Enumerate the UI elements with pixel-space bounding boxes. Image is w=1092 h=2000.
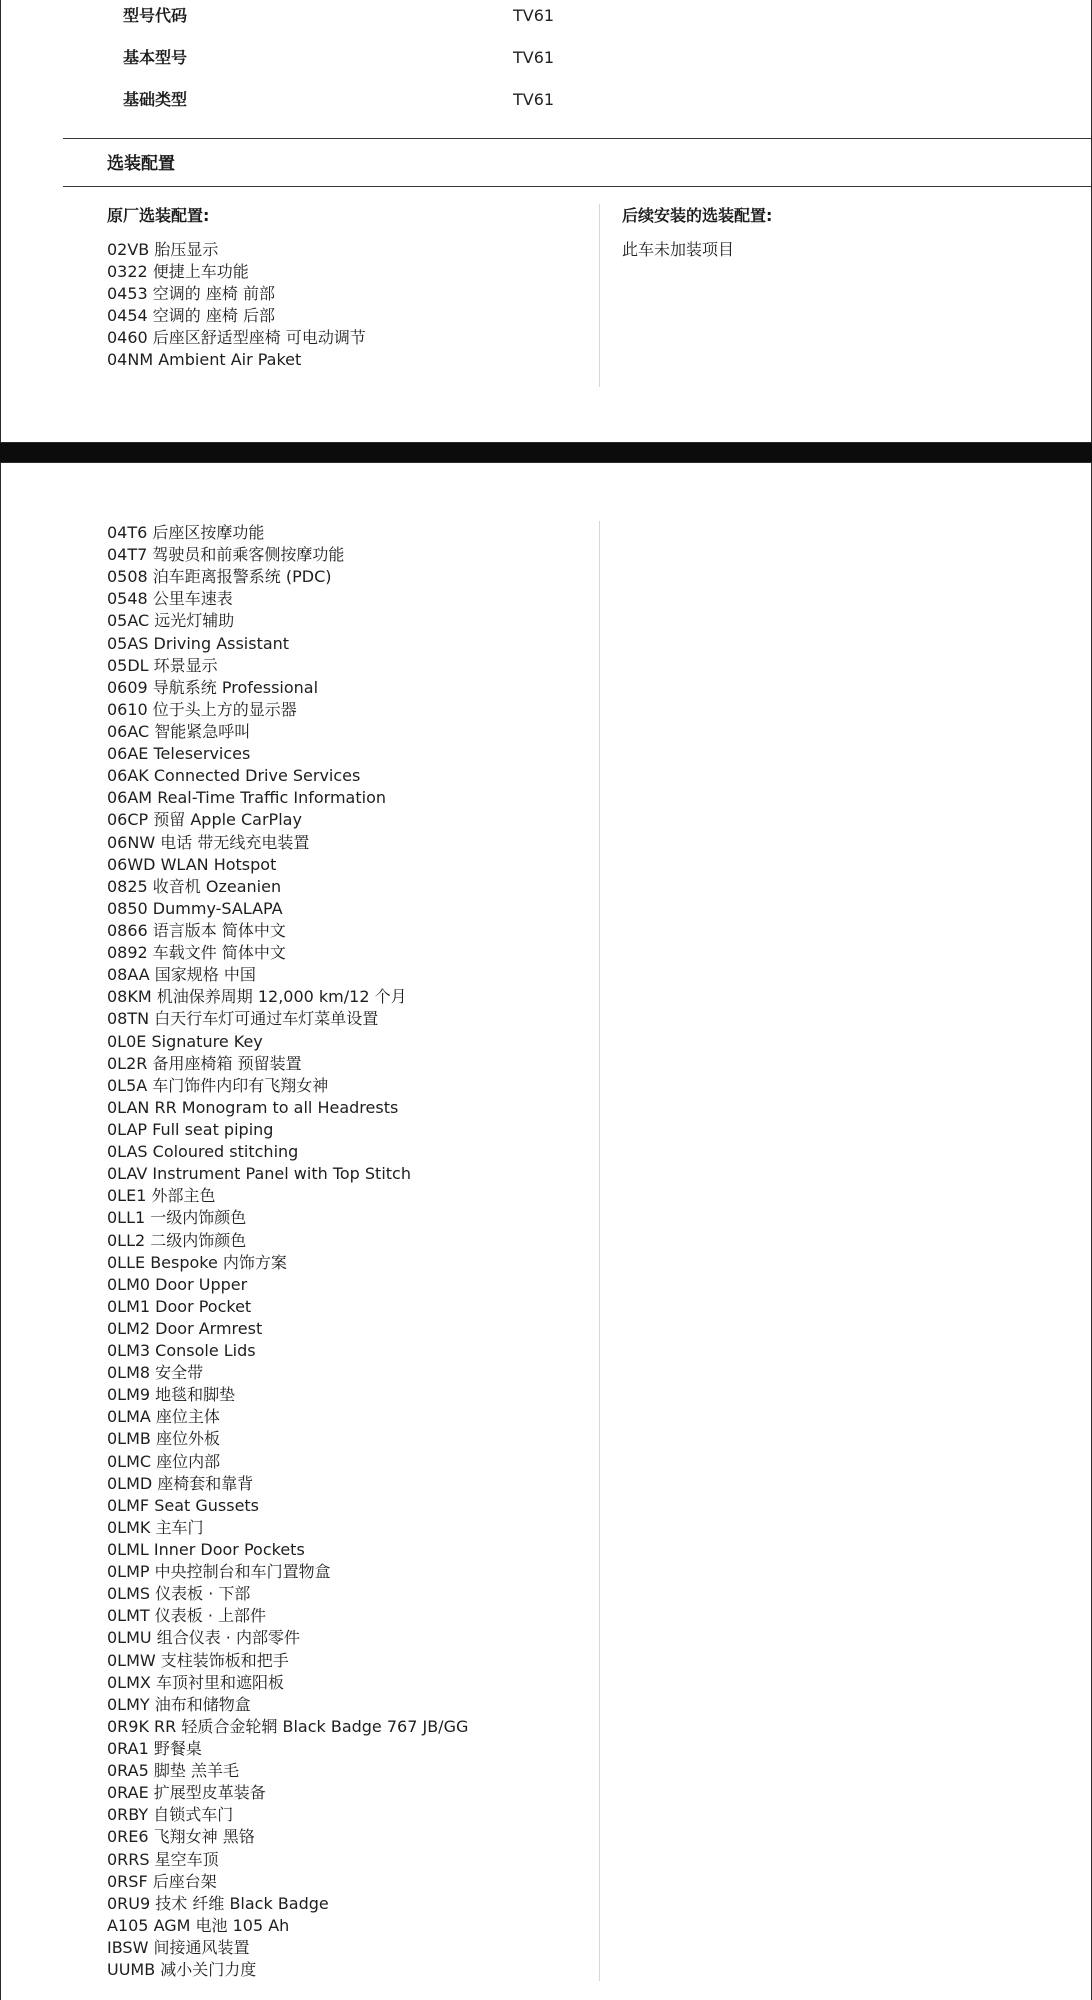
option-item: 0548 公里车速表 [107,589,233,609]
option-item: 0LM0 Door Upper [107,1274,248,1294]
option-item: 0LL2 二级内饰颜色 [107,1230,247,1250]
option-item: 0610 位于头上方的显示器 [107,699,297,719]
option-item: 0LMK 主车门 [107,1517,204,1537]
option-item: IBSW 间接通风装置 [107,1938,250,1957]
spec-label: 基本型号 [123,48,188,67]
option-item: 0R9K RR 轻质合金轮辋 Black Badge 767 JB/GG [107,1716,469,1736]
option-item: 04T7 驾驶员和前乘客侧按摩功能 [107,545,345,565]
option-item: 0LAV Instrument Panel with Top Stitch [107,1164,411,1184]
option-item: 0LM1 Door Pocket [107,1296,252,1316]
option-item: 0LMA 座位主体 [107,1407,220,1427]
option-item: 0RRS 星空车顶 [107,1849,219,1869]
option-item: 05DL 环景显示 [107,655,218,675]
option-item: 06AM Real-Time Traffic Information [107,788,387,808]
option-item: 06NW 电话 带无线充电装置 [107,832,310,852]
spec-value: TV61 [513,6,555,25]
option-item: 0LMW 支柱装饰板和把手 [107,1650,289,1670]
option-item: 0LM9 地毯和脚垫 [107,1385,236,1405]
option-item: 0850 Dummy-SALAPA [107,898,283,918]
option-item: UUMB 减小关门力度 [107,1960,257,1980]
option-item: 0866 语言版本 简体中文 [107,920,286,940]
spec-label: 型号代码 [123,6,188,25]
option-item: 0LMX 车顶衬里和遮阳板 [107,1672,284,1692]
option-item: 0LLE Bespoke 内饰方案 [107,1252,287,1272]
option-item: 0LE1 外部主色 [107,1186,216,1206]
option-item: 0LL1 一级内饰颜色 [107,1208,247,1228]
option-item: 0LMY 油布和储物盒 [107,1694,251,1714]
option-item: 06WD WLAN Hotspot [107,854,277,874]
option-item: 0LAP Full seat piping [107,1119,274,1139]
option-item: 0892 车载文件 简体中文 [107,943,286,963]
option-item: 0LAS Coloured stitching [107,1142,299,1162]
column-divider [599,204,600,387]
spec-value: TV61 [513,90,555,109]
option-item: 0LMF Seat Gussets [107,1495,260,1515]
option-item: 0453 空调的 座椅 前部 [107,284,275,304]
option-item: 08TN 白天行车灯可通过车灯菜单设置 [107,1009,379,1029]
option-item: 0LM2 Door Armrest [107,1318,263,1338]
option-item: A105 AGM 电池 105 Ah [107,1915,290,1935]
page-separator [0,443,1092,462]
option-item: 06AK Connected Drive Services [107,766,361,786]
option-item: 05AS Driving Assistant [107,633,290,653]
factory-options-list [107,239,366,372]
spec-row [123,3,1023,29]
option-item: 06AC 智能紧急呼叫 [107,721,251,741]
section-bottom-rule [63,186,1091,187]
column-divider [599,521,600,1981]
option-item: 06CP 预留 Apple CarPlay [107,810,302,830]
option-item: 0LMU 组合仪表 · 内部零件 [107,1628,300,1648]
option-item: 0825 收音机 Ozeanien [107,876,282,896]
aftermarket-options-heading: 后续安装的选装配置: [622,206,773,225]
spec-row [123,87,1023,113]
option-item: 0LML Inner Door Pockets [107,1540,305,1560]
option-item: 0RBY 自锁式车门 [107,1805,234,1825]
option-item: 0RA5 脚垫 羔羊毛 [107,1761,239,1781]
option-item: 0LM3 Console Lids [107,1341,256,1361]
document-page-2 [0,462,1092,2000]
aftermarket-options-text: 此车未加装项目 [622,240,735,259]
option-item: 08AA 国家规格 中国 [107,965,256,985]
option-item: 06AE Teleservices [107,744,251,764]
option-item: 04T6 后座区按摩功能 [107,523,265,542]
option-item: 02VB 胎压显示 [107,240,219,259]
option-item: 0LMP 中央控制台和车门置物盒 [107,1562,331,1582]
option-item: 04NM Ambient Air Paket [107,350,302,370]
option-item: 0609 导航系统 Professional [107,677,319,697]
factory-options-heading: 原厂选装配置: [107,206,210,225]
option-item: 05AC 远光灯辅助 [107,611,235,631]
factory-options-list-continued [107,522,468,1981]
option-item: 0LMB 座位外板 [107,1429,220,1449]
option-item: 0RE6 飞翔女神 黑铬 [107,1827,255,1847]
option-item: 0322 便捷上车功能 [107,262,249,282]
option-item: 0454 空调的 座椅 后部 [107,306,275,326]
spec-value: TV61 [513,48,555,67]
option-item: 0LM8 安全带 [107,1363,204,1383]
option-item: 0LMT 仪表板 · 上部件 [107,1606,267,1626]
option-item: 0508 泊车距离报警系统 (PDC) [107,567,332,587]
option-item: 0LAN RR Monogram to all Headrests [107,1097,399,1117]
option-item: 0LMS 仪表板 · 下部 [107,1584,251,1604]
section-top-rule [63,138,1091,139]
spec-label: 基础类型 [123,90,188,109]
option-item: 0RU9 技术 纤维 Black Badge [107,1893,329,1913]
document-page-1 [0,0,1092,443]
section-title: 选装配置 [107,154,175,174]
option-item: 0460 后座区舒适型座椅 可电动调节 [107,328,366,348]
option-item: 0LMC 座位内部 [107,1451,221,1471]
option-item: 08KM 机油保养周期 12,000 km/12 个月 [107,987,407,1007]
option-item: 0RSF 后座台架 [107,1871,217,1891]
option-item: 0L2R 备用座椅箱 预留装置 [107,1053,302,1073]
spec-row [123,45,1023,71]
option-item: 0LMD 座椅套和靠背 [107,1473,254,1493]
option-item: 0L5A 车门饰件内印有飞翔女神 [107,1075,329,1095]
option-item: 0L0E Signature Key [107,1031,263,1051]
option-item: 0RAE 扩展型皮革装备 [107,1783,266,1803]
option-item: 0RA1 野餐桌 [107,1739,202,1759]
